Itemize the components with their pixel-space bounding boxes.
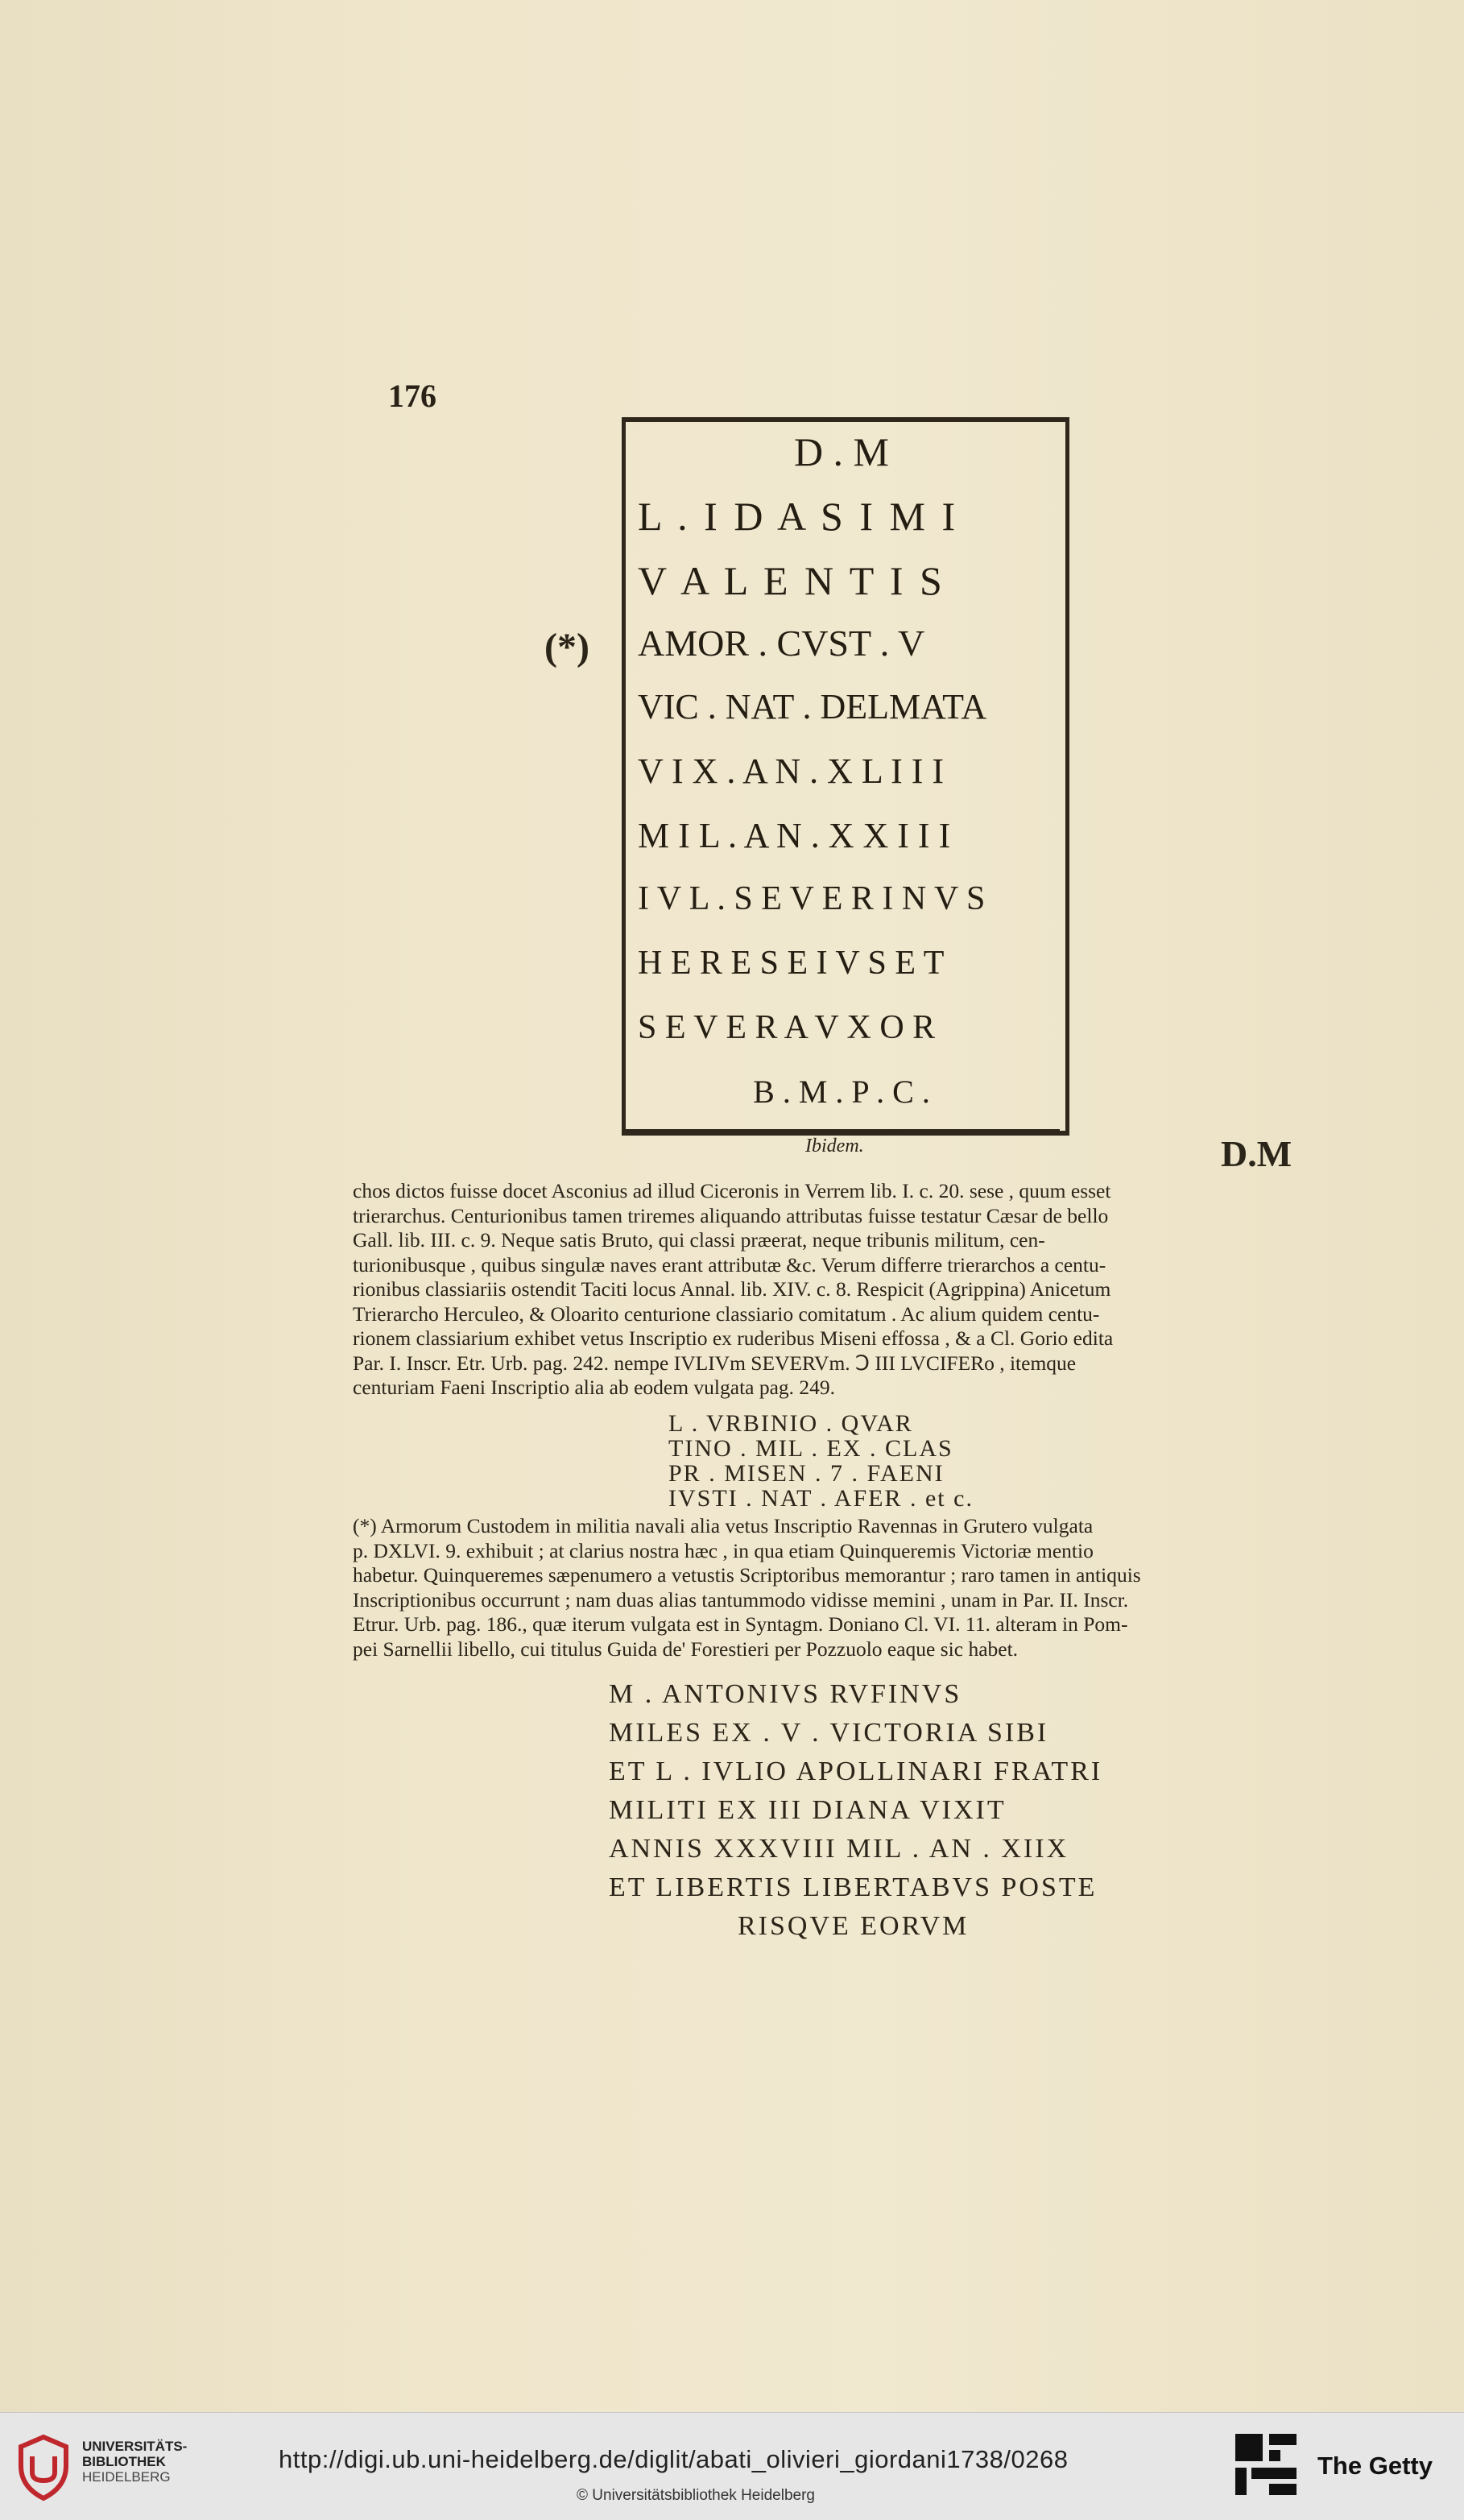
paragraph-line: trierarchus. Centurionibus tamen triremes aliquando attributas fuisse testatur Cæsar de bello	[353, 1203, 1109, 1227]
bottom-inscription-line: MILITI EX III DIANA VIXIT	[609, 1795, 1007, 1825]
getty-name: The Getty	[1317, 2452, 1433, 2480]
footnote-line: habetur. Quinqueremes sæpenumero a vetustis Scriptoribus memorantur ; raro tamen in antiquis	[353, 1563, 1141, 1587]
university-library-logo-icon[interactable]	[14, 2431, 72, 2501]
paragraph-line: chos dictos fuisse docet Asconius ad illud Ciceronis in Verrem lib. I. c. 20. sese , quum esset	[353, 1179, 1111, 1202]
bottom-inscription	[609, 1675, 1102, 1946]
permalink-url[interactable]: http://digi.ub.uni-heidelberg.de/diglit/abati_olivieri_giordani1738/0268	[279, 2445, 1069, 2473]
paragraph-line: rionem classiarium exhibet vetus Inscriptio ex ruderibus Miseni effossa , & a Cl. Gorio edita	[353, 1326, 1114, 1350]
bottom-inscription-line: ANNIS XXXVIII MIL . AN . XIIX	[609, 1834, 1069, 1864]
inscription-line: S E V E R A V X O R	[638, 1009, 936, 1046]
rule-under-inscription	[625, 1129, 1060, 1131]
footnote-marker: (*)	[544, 626, 589, 668]
paragraph-line: Gall. lib. III. c. 9. Neque satis Bruto, qui classi præerat, neque tribunis militum, cen-	[353, 1228, 1045, 1252]
small-inscription-line: L . VRBINIO . QVAR	[668, 1410, 913, 1437]
library-name-line: HEIDELBERG	[82, 2469, 171, 2485]
footnote-line: pei Sarnellii libello, cui titulus Guida de' Forestieri per Pozzuolo eaque sic habet.	[353, 1637, 1019, 1661]
library-name-line: UNIVERSITÄTS-	[82, 2439, 188, 2454]
bottom-inscription-line: ET L . IVLIO APOLLINARI FRATRI	[609, 1757, 1103, 1786]
paragraph-line: Trierarcho Herculeo, & Oloarito centurione classiario comitatum . Ac alium quidem centu-	[353, 1301, 1100, 1326]
inscription-line: B . M . P . C .	[753, 1074, 930, 1110]
getty-logo-icon[interactable]	[1232, 2431, 1300, 2498]
small-inscription-line: TINO . MIL . EX . CLAS	[668, 1435, 953, 1462]
inscription-line: I V L . S E V E R I N V S	[638, 880, 986, 917]
small-inscription	[668, 1411, 974, 1511]
university-library-name	[82, 2439, 187, 2485]
small-inscription-line: IVSTI . NAT . AFER . et c.	[668, 1485, 974, 1512]
paragraph-line: Par. I. Inscr. Etr. Urb. pag. 242. nempe IVLIVm SEVERVm. Ↄ III LVCIFERo , itemque	[353, 1351, 1077, 1375]
bottom-inscription-line: MILES EX . V . VICTORIA SIBI	[609, 1718, 1049, 1748]
inscription-line: AMOR . CVST . V	[638, 623, 925, 664]
caption-ibidem: Ibidem.	[805, 1136, 864, 1157]
copyright-notice: © Universitätsbibliothek Heidelberg	[577, 2487, 815, 2504]
library-name-line: BIBLIOTHEK	[82, 2454, 166, 2469]
dm-mark: D.M	[1221, 1133, 1292, 1174]
paragraph-line: turionibusque , quibus singulæ naves erant attributæ &c. Verum differre trierarchos a centu-	[353, 1252, 1106, 1277]
inscription-line: VIC . NAT . DELMATA	[638, 687, 987, 726]
inscription-line: H E R E S E I V S E T	[638, 945, 945, 982]
footnote	[353, 1514, 1348, 1661]
bottom-inscription-line: RISQVE EORVM	[738, 1911, 970, 1941]
bottom-inscription-line: M . ANTONIVS RVFINVS	[609, 1679, 962, 1709]
bottom-inscription-line: ET LIBERTIS LIBERTABVS POSTE	[609, 1872, 1098, 1902]
inscription-line: M I L . A N . X X I I I	[638, 816, 951, 855]
page-number: 176	[388, 378, 436, 414]
footnote-line: Etrur. Urb. pag. 186., quæ iterum vulgata est in Syntagm. Doniano Cl. VI. 11. alteram in Pom-	[353, 1612, 1128, 1636]
inscription-line: V A L E N T I S	[638, 558, 945, 603]
viewer-footer	[0, 2412, 1464, 2520]
paragraph-line: centuriam Faeni Inscriptio alia ab eodem vulgata pag. 249.	[353, 1376, 836, 1399]
small-inscription-line: PR . MISEN . 7 . FAENI	[668, 1460, 945, 1487]
inscription-line: V I X . A N . X L I I I	[638, 751, 945, 791]
main-paragraph	[353, 1179, 1348, 1401]
paragraph-line: rionibus classiariis ostendit Taciti locus Annal. lib. XIV. c. 8. Respicit (Agrippina) Anicetum	[353, 1277, 1111, 1301]
inscription-line: D . M	[793, 429, 890, 474]
footnote-line: Inscriptionibus occurrunt ; nam duas alias tantummodo vidisse memini , unam in Par. II. Inscr.	[353, 1587, 1129, 1612]
footnote-line: p. DXLVI. 9. exhibuit ; at clarius nostra hæc , in qua etiam Quinqueremis Victoriæ mentio	[353, 1538, 1094, 1562]
inscription-line: L . I D A S I M I	[638, 494, 959, 539]
footnote-line: (*) Armorum Custodem in militia navali alia vetus Inscriptio Ravennas in Grutero vulgata	[353, 1514, 1094, 1537]
